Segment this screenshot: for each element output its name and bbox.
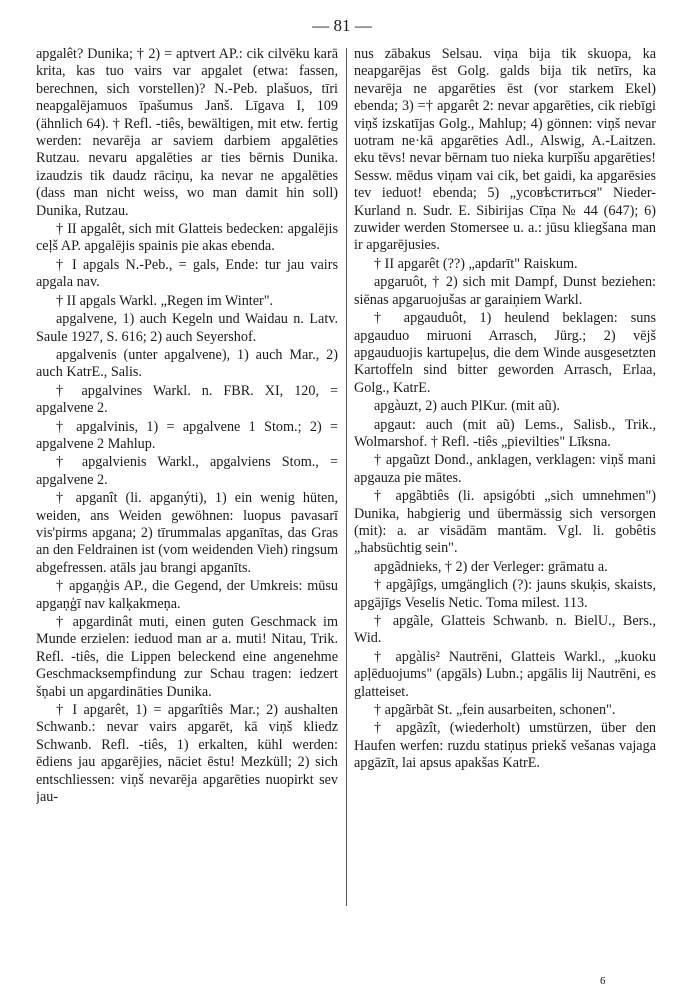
- dictionary-entry: † apgauduôt, 1) heulend beklagen: suns apgauduo miruoni Arrasch, Jürg.; 2) vējš apgauduojis kartupeļus, die dem Winde ausgesetzten Kartoffeln sind bitter geworden Arrasch, Erlaa, Golg., KatrE.: [354, 310, 656, 396]
- dictionary-entry: nus zābakus Selsau. viņa bija tik skuopa, ka neapgarējas ēst Golg. galds bija tik netīrs, ka nevarēja ne apgarēties ēst (vor starkem Ekel) ebenda; 3) =† apgarêt 2: nevar apgarēties, cik riebīgi viņš izskatījas Golg., Mahlup; 4) gönnen: viņš nevar uotram ne·kā apgarēties Adl., Alswig, A.-Laitzen. eku tēvs! nevar bērnam tuo nieka kurpīšu apgarēties! Sessw. mēdus viņam vai cik, bet gaidi, ka apgarēsies tev ieduot! ebenda; 5) „усовѣститься" Nieder-Kurland n. Sudr. E. Sibirijas Cīņa № 44 (647); 6) zuwider werden Stomersee u. a.: jūsu kliegšana man ir apgarējusies.: [354, 46, 656, 254]
- dictionary-entry: † apgãjîgs, umgänglich (?): jauns skuķis, skaists, apgājīgs Veselis Netic. Toma milest. 113.: [354, 577, 656, 611]
- dictionary-entry: apgalêt? Dunika; † 2) = aptvert AP.: cik cilvēku karā krita, kas tuo vairs var apgalet (etwa: fassen, berechnen, sich vorstellen)? N.-Peb. plašuos, tīri neapgalējamuos īpašumus Janš. Līgava I, 109 (ähnlich 64). † Refl. -tiês, bewältigen, mit etw. fertig werden: nevarēja ar saviem darbiem apgalēties Rutzau. nevaru apgalēties ar ties bērnis Dunika. izaudzis tik daudz rāciņu, ka nevar ne apgalēties (dass man nicht weiss, wo man damit hin soll) Dunika, Rutzau.: [36, 46, 338, 219]
- dictionary-entry: † I apgals N.-Peb., = gals, Ende: tur jau vairs apgala nav.: [36, 256, 338, 291]
- page-number: — 81 —: [312, 16, 372, 35]
- dictionary-entry: † apgàlis² Nautrēni, Glatteis Warkl., „kuoku apļēduojums" (apgāls) Lubn.; apgālis lij Nautrēni, es glatteiset.: [354, 648, 656, 700]
- dictionary-entry: † apgãzît, (wiederholt) umstürzen, über den Haufen werfen: ruzdu statiņus priekš vešanas vajaga apgāzīt, lai apsus apakšas KatrE.: [354, 720, 656, 772]
- dictionary-entry: † apgãbtiês (li. apsigóbti „sich umnehmen") Dunika, habgierig und übermässig sich versorgen (mit): a. ar visādām mantām. Vgl. li. gobêtis „habsüchtig sein".: [354, 488, 656, 557]
- dictionary-entry: apgaruôt, † 2) sich mit Dampf, Dunst beziehen: siēnas apgaruojušas ar garaiņiem Warkl.: [354, 274, 656, 308]
- dictionary-entry: † apgaņģis AP., die Gegend, der Umkreis: mūsu apgaņģī nav kalķakmeņa.: [36, 578, 338, 612]
- dictionary-entry: † apgaũzt Dond., anklagen, verklagen: viņš mani apgauza pie mātes.: [354, 452, 656, 486]
- dictionary-entry: † apgalvienis Warkl., apgalviens Stom., = apgalvene 2.: [36, 454, 338, 488]
- column-divider: [346, 48, 347, 906]
- dictionary-entry: † apgalvinis, 1) = apgalvene 1 Stom.; 2) = apgalvene 2 Mahlup.: [36, 418, 338, 452]
- dictionary-entry: † apgardinât muti, einen guten Geschmack im Munde erzielen: ieduod man ar a. muti! Nitau, Trik. Refl. -tiês, die Lippen beleckend eine angenehme Geschmacksempfindung zur Schau tragen: iedzert šņabi un apgardināties Dunika.: [36, 614, 338, 700]
- dictionary-entry: apgalvene, 1) auch Kegeln und Waidau n. Latv. Saule 1927, S. 616; 2) auch Seyershof.: [36, 311, 338, 345]
- dictionary-entry: apgaut: auch (mit aũ) Lems., Salisb., Trik., Wolmarshof. † Refl. -tiês „pievilties" Līksna.: [354, 416, 656, 450]
- dictionary-entry: † apganît (li. apganýti), 1) ein wenig hüten, weiden, ans Weiden gewöhnen: luopus pavasarī vis'pirms apgana; 2) tīrummalas apganītas, das Gras an den Feldrainen ist (vom weidenden Vieh) ringsum abgefressen. atāls jau brangi apganīts.: [36, 490, 338, 576]
- dictionary-entry: apgãdnieks, † 2) der Verleger: grāmatu a.: [374, 558, 608, 575]
- dictionary-entry: † apgãrbãt St. „fein ausarbeiten, schonen".: [374, 702, 616, 719]
- dictionary-entry: † apgãle, Glatteis Schwanb. n. BielU., Bers., Wid.: [354, 613, 656, 647]
- dictionary-entry: † I apgarêt, 1) = apgarîtiês Mar.; 2) aushalten Schwanb.: nevar vairs apgarēt, kā viņš kliedz Schwanb. Refl. -tiês, 1) erkalten, kühl werden: ēdiens jau apgarējies, nāciet ēstu! Mezküll; 2) sich entschliessen: viņš nevarēja apgarēties nuopirkt sev jau-: [36, 702, 338, 806]
- right-column: [354, 46, 656, 946]
- dictionary-entry: apgalvenis (unter apgalvene), 1) auch Mar., 2) auch KatrE., Salis.: [36, 346, 338, 381]
- dictionary-entry: apgàuzt, 2) auch PlKur. (mit aũ).: [374, 398, 560, 415]
- sheet-signature: 6: [600, 975, 606, 987]
- left-column: [36, 46, 338, 946]
- dictionary-entry: † II apgalêt, sich mit Glatteis bedecken: apgalējis ceļš AP. apgalējis spainis pie akas ebenda.: [36, 221, 338, 255]
- dictionary-entry: † apgalvines Warkl. n. FBR. XI, 120, = apgalvene 2.: [36, 382, 338, 417]
- dictionary-entry: † II apgals Warkl. „Regen im Winter".: [56, 292, 274, 309]
- dictionary-entry: † II apgarêt (??) „apdarīt" Raiskum.: [374, 255, 578, 272]
